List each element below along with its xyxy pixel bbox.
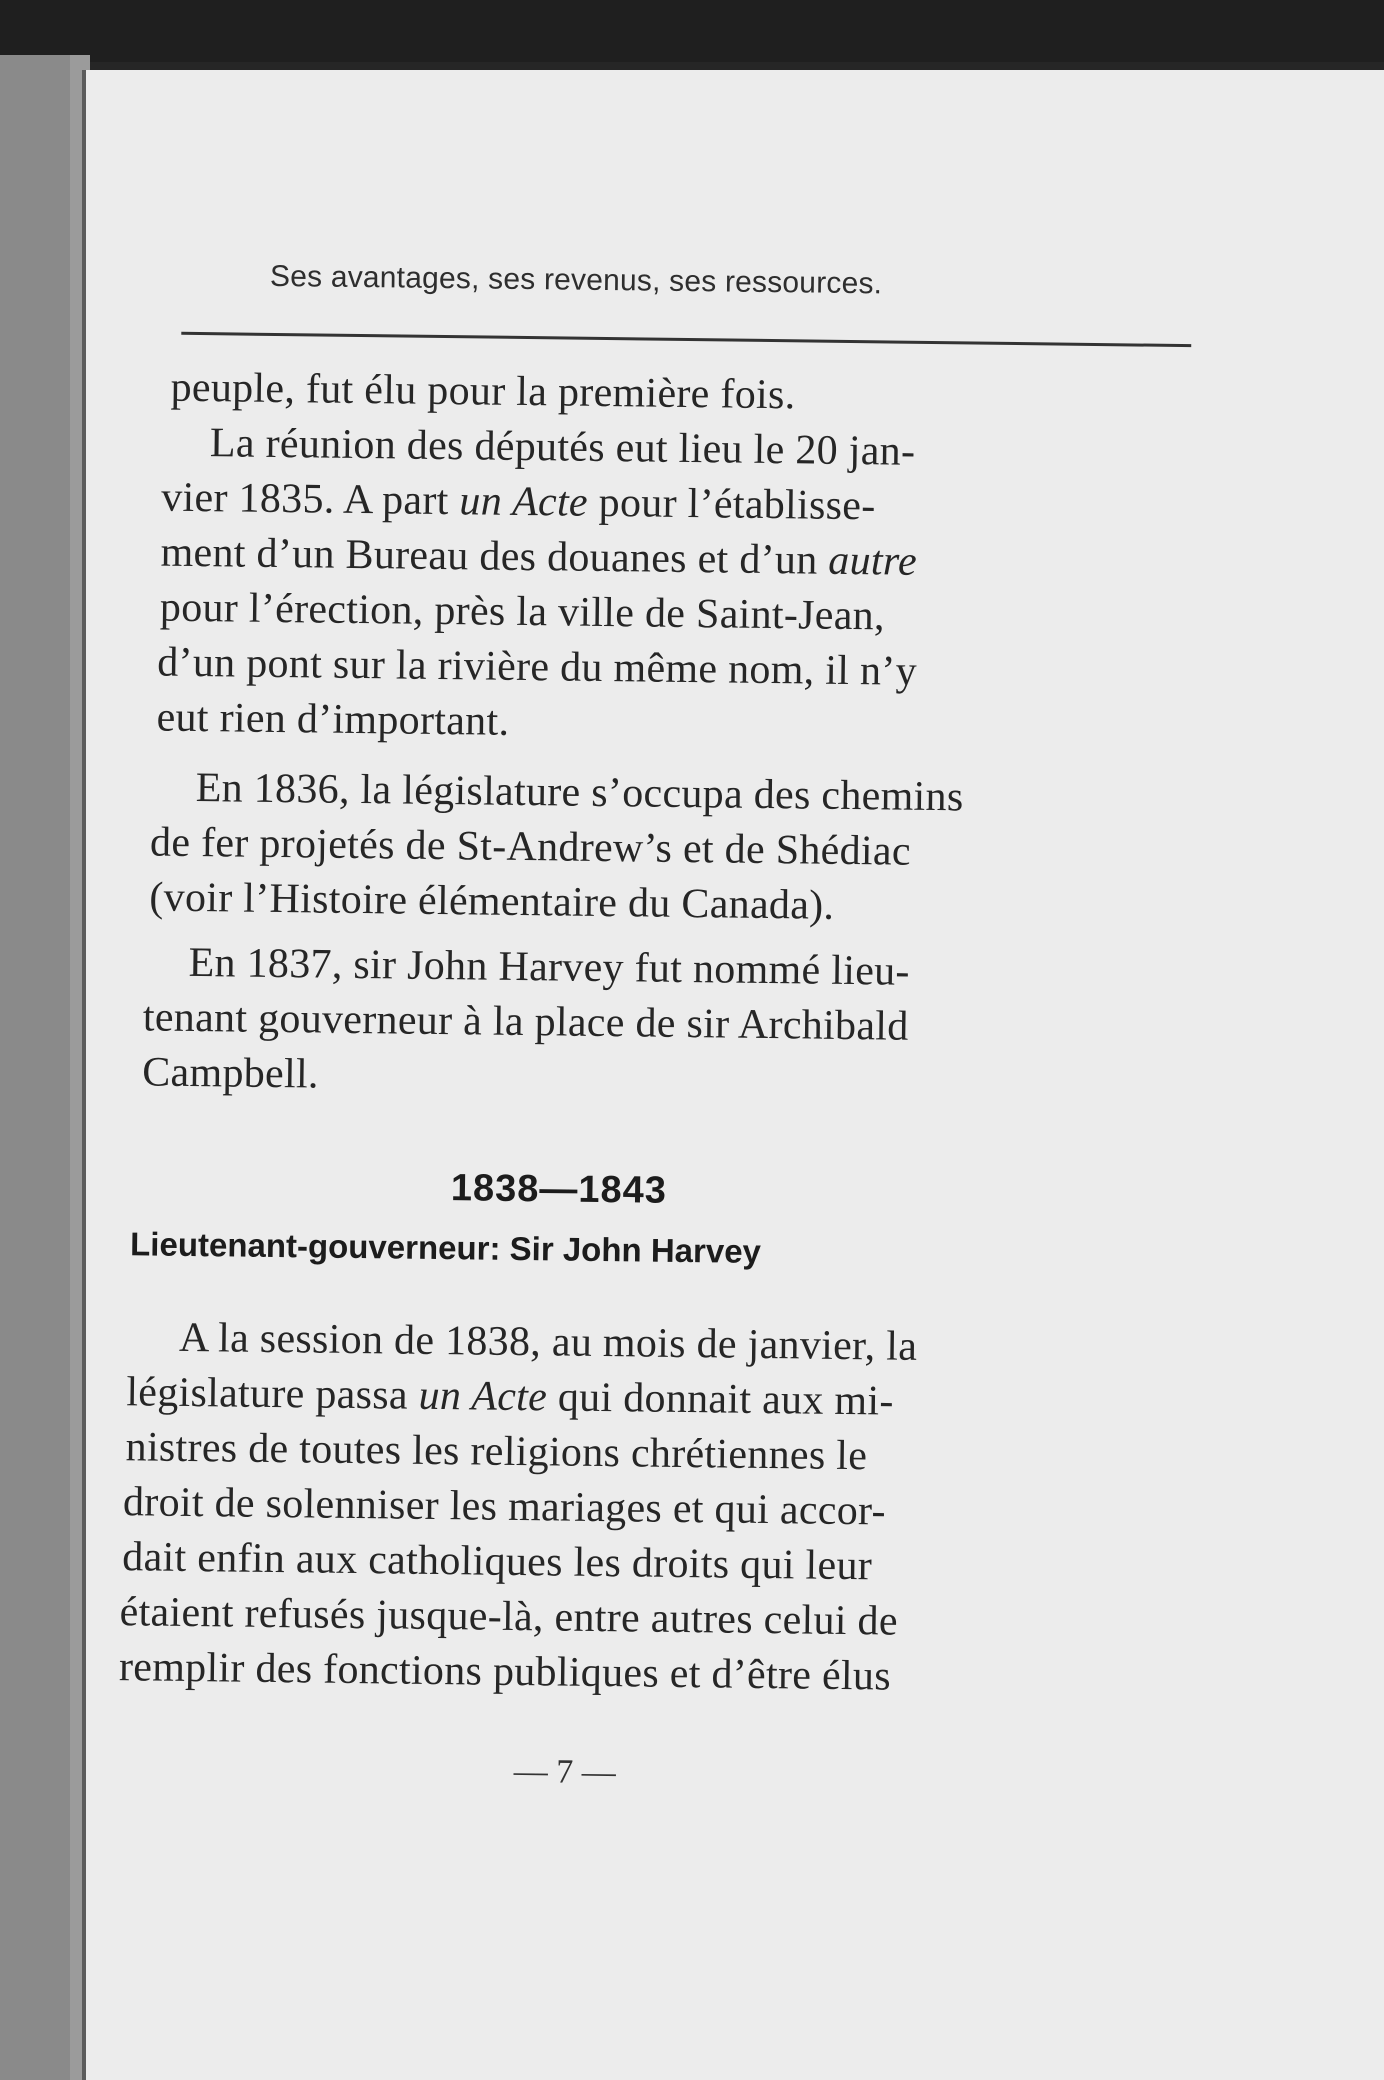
text-run: législature passa xyxy=(126,1369,419,1419)
italic-run: un Acte xyxy=(459,478,589,526)
text-line: étaient refusés jusque-là, entre autres celui de xyxy=(119,1589,899,1645)
text-line: remplir des fonctions publiques et d’être élus xyxy=(118,1644,892,1700)
text-line xyxy=(161,474,876,531)
text-run: ment d’un Bureau des douanes et d’un xyxy=(160,529,829,584)
text-line xyxy=(126,1368,894,1425)
text-line: pour l’érection, près la ville de Saint-Jean, xyxy=(159,584,886,640)
text-run: qui donnait aux mi- xyxy=(546,1374,894,1425)
text-line: A la session de 1838, au mois de janvier, la xyxy=(178,1314,918,1370)
text-line: peuple, fut élu pour la première fois. xyxy=(170,364,796,419)
text-line: nistres de toutes les religions chrétiennes le xyxy=(125,1424,868,1480)
text-line: Campbell. xyxy=(141,1049,320,1098)
text-line xyxy=(160,529,917,586)
book-page xyxy=(82,70,1384,2080)
section-years-heading: 1838—1843 xyxy=(450,1167,668,1212)
text-line: En 1836, la législature s’occupa des chemins xyxy=(195,765,964,821)
text-line: (voir l’Histoire élémentaire du Canada). xyxy=(149,874,835,929)
text-line: En 1837, sir John Harvey fut nommé lieu- xyxy=(188,939,911,995)
text-line: La réunion des députés eut lieu le 20 jan- xyxy=(209,420,916,475)
text-line: tenant gouverneur à la place de sir Archibald xyxy=(142,994,909,1050)
previous-page-shadow xyxy=(0,55,70,2080)
italic-run: un Acte xyxy=(418,1372,548,1421)
running-head: Ses avantages, ses revenus, ses ressources. xyxy=(269,259,883,301)
text-line: de fer projetés de St-Andrew’s et de Shédiac xyxy=(149,819,912,875)
text-run: pour l’établisse- xyxy=(587,479,876,530)
page-content xyxy=(70,63,1384,2080)
text-run: vier 1835. A part xyxy=(161,474,460,525)
text-line: d’un pont sur la rivière du même nom, il n’y xyxy=(156,639,918,695)
film-top-border xyxy=(0,0,1384,62)
header-rule xyxy=(181,332,1191,347)
text-line: eut rien d’important. xyxy=(156,694,510,745)
page-number: — 7 — xyxy=(513,1752,616,1792)
text-line: droit de solenniser les mariages et qui accor- xyxy=(122,1479,887,1535)
text-line: dait enfin aux catholiques les droits qui leur xyxy=(122,1534,873,1590)
section-governor-heading: Lieutenant-gouverneur: Sir John Harvey xyxy=(129,1225,762,1270)
italic-run: autre xyxy=(828,537,918,585)
